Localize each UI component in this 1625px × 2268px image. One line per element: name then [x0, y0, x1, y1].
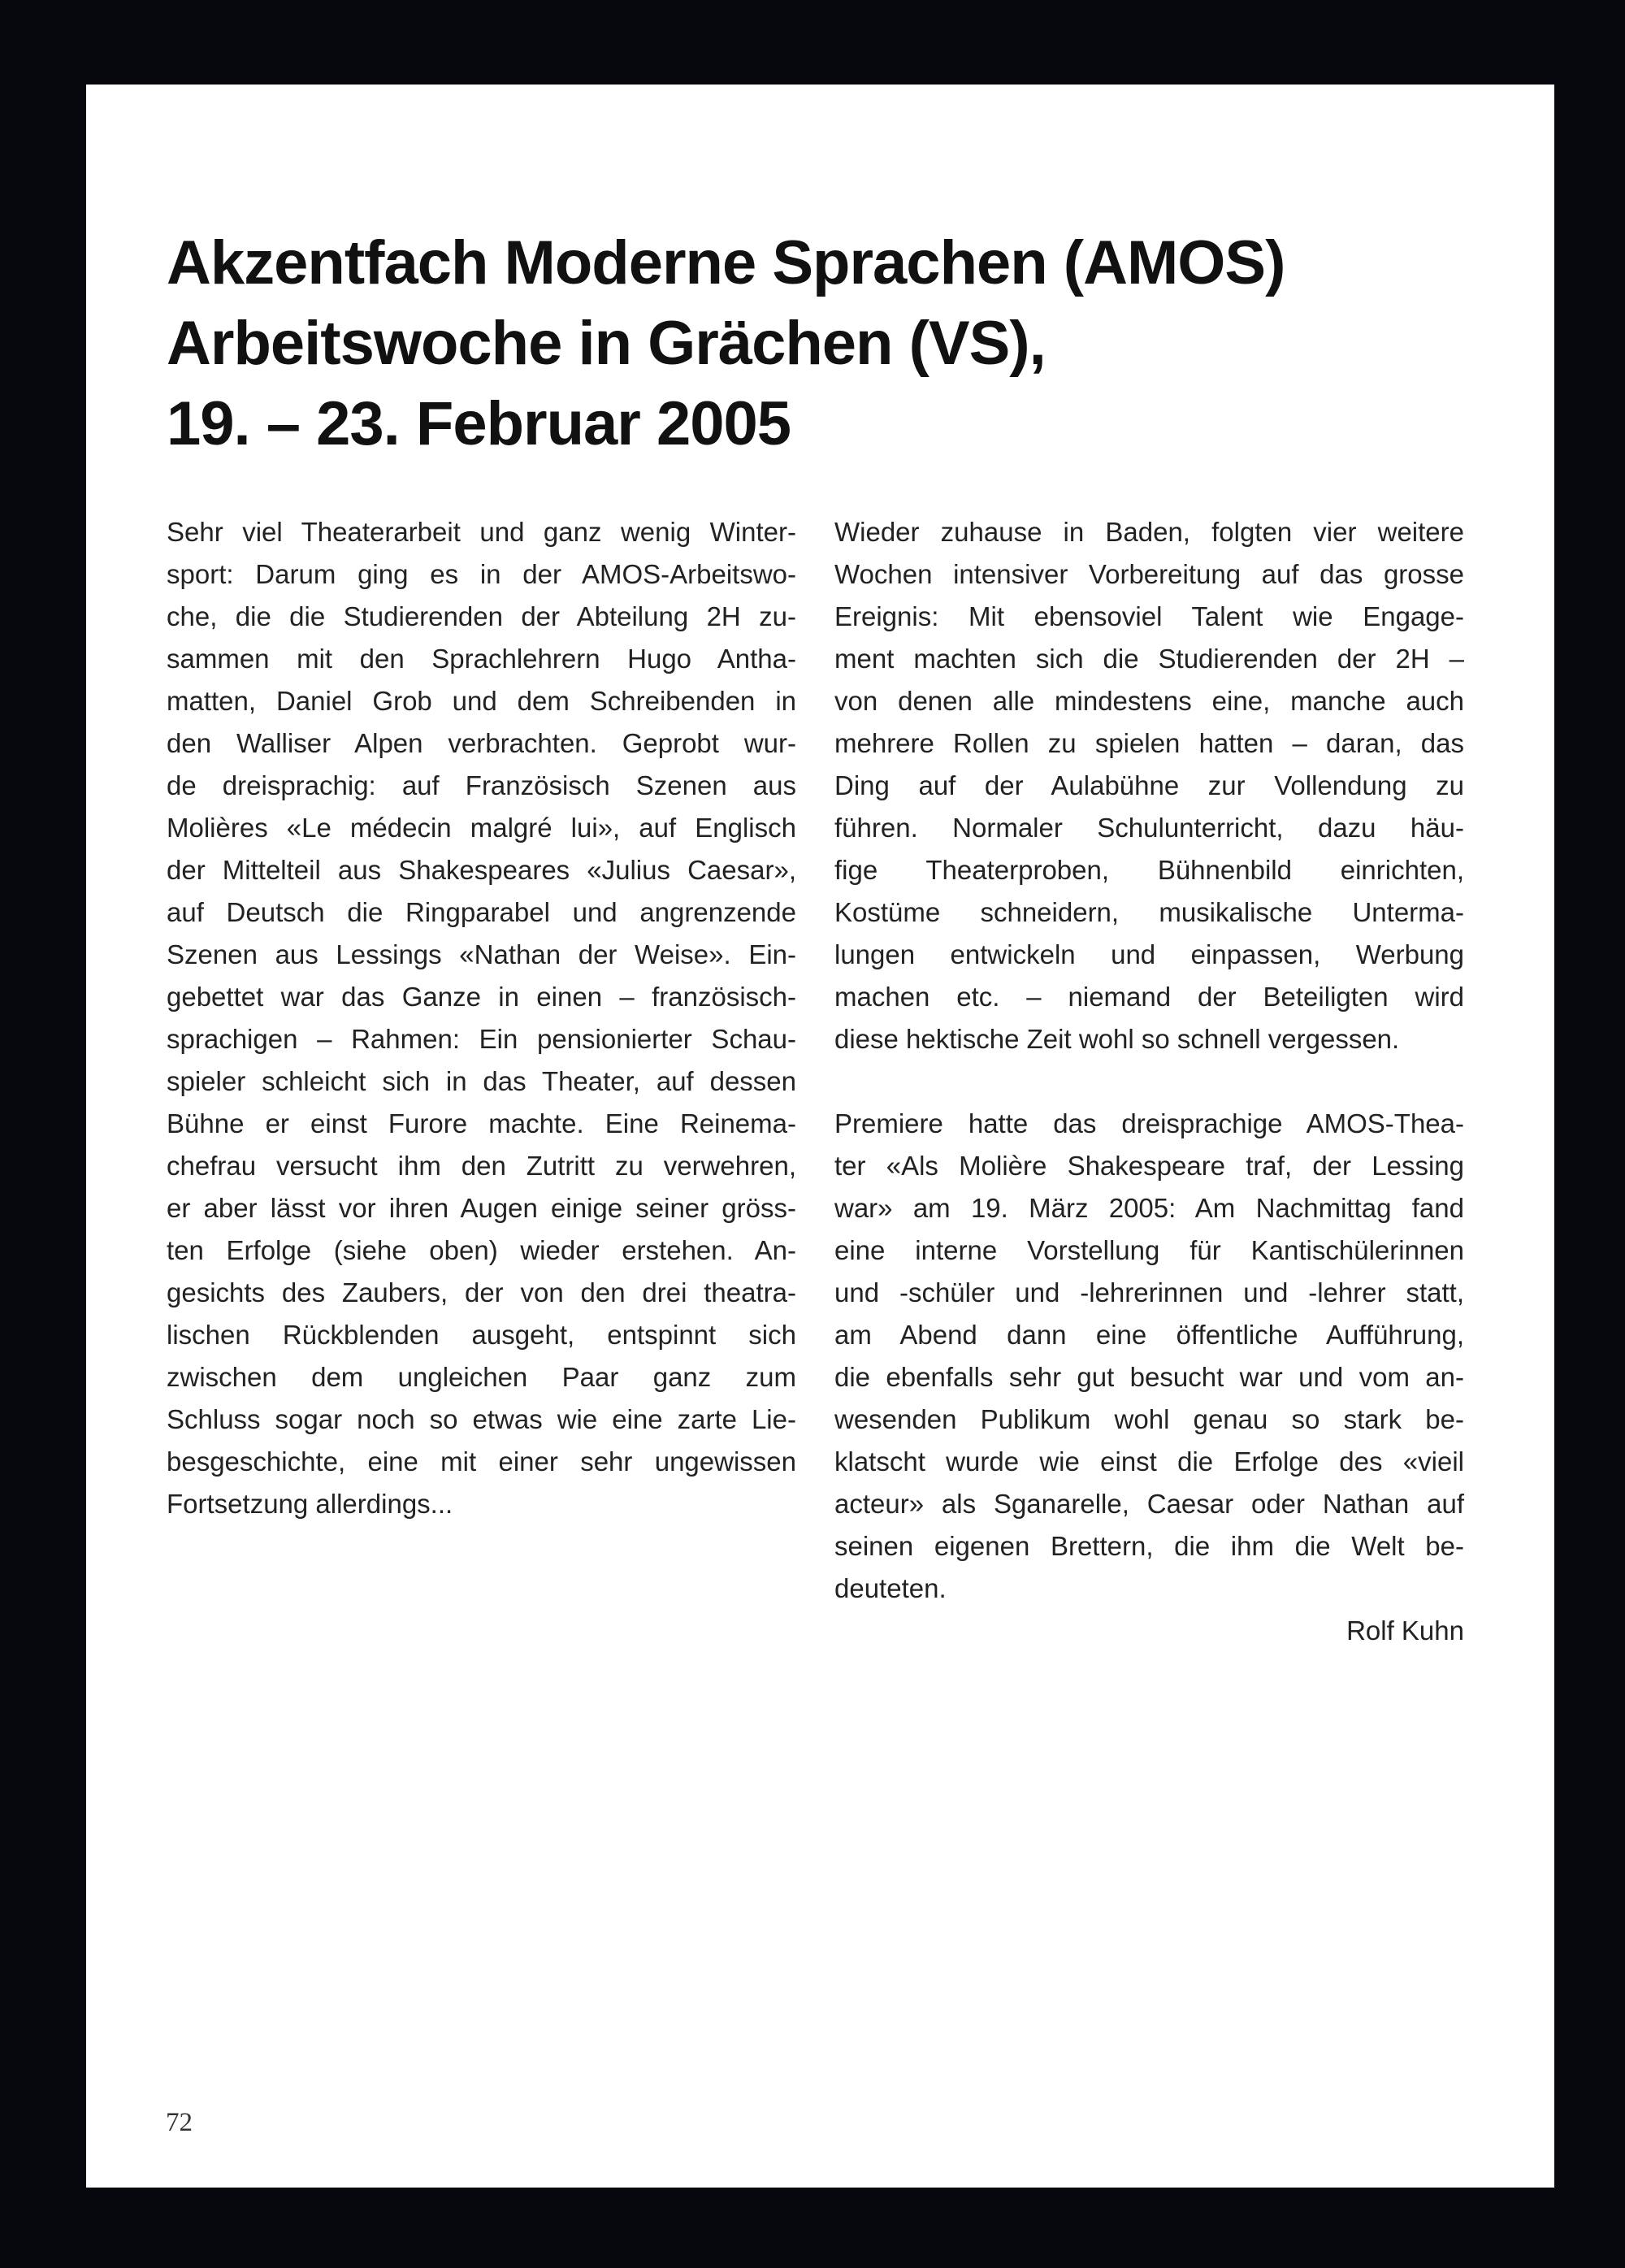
text-line: Schluss sogar noch so etwas wie eine zarte Lie-: [167, 1404, 796, 1434]
text-line: Ereignis: Mit ebensoviel Talent wie Engage-: [834, 601, 1464, 631]
text-line: lungen entwickeln und einpassen, Werbung: [834, 939, 1464, 969]
text-line: führen. Normaler Schulunterricht, dazu häu-: [834, 813, 1464, 843]
text-line: wesenden Publikum wohl genau so stark be-: [834, 1404, 1464, 1434]
text-line: Szenen aus Lessings «Nathan der Weise». Ein-: [167, 939, 796, 969]
text-line: Wieder zuhause in Baden, folgten vier weitere: [834, 517, 1464, 547]
text-line: matten, Daniel Grob und dem Schreibenden in: [167, 686, 796, 716]
title-line: Akzentfach Moderne Sprachen (AMOS): [167, 228, 1285, 297]
text-line: Wochen intensiver Vorbereitung auf das grosse: [834, 559, 1464, 589]
text-line: Ding auf der Aulabühne zur Vollendung zu: [834, 770, 1464, 800]
text-line: sport: Darum ging es in der AMOS-Arbeitswo-: [167, 559, 796, 589]
text-line: fige Theaterproben, Bühnenbild einrichten,: [834, 855, 1464, 885]
text-line: Sehr viel Theaterarbeit und ganz wenig Winter-: [167, 517, 796, 547]
text-line: diese hektische Zeit wohl so schnell vergessen.: [834, 1024, 1400, 1054]
text-line: war» am 19. März 2005: Am Nachmittag fand: [834, 1193, 1464, 1223]
text-line: klatscht wurde wie einst die Erfolge des «vieil: [834, 1446, 1464, 1477]
text-line: besgeschichte, eine mit einer sehr ungewissen: [167, 1446, 796, 1477]
text-line: ter «Als Molière Shakespeare traf, der Lessing: [834, 1151, 1464, 1181]
text-line: gesichts des Zaubers, der von den drei theatra-: [167, 1277, 796, 1307]
text-line: Fortsetzung allerdings...: [167, 1489, 453, 1519]
left-column: [167, 511, 796, 1525]
text-line: de dreisprachig: auf Französisch Szenen aus: [167, 770, 796, 800]
text-line: sprachigen – Rahmen: Ein pensionierter Schau-: [167, 1024, 796, 1054]
text-line: Bühne er einst Furore machte. Eine Reinema-: [167, 1108, 796, 1138]
text-line: Premiere hatte das dreisprachige AMOS-Thea-: [834, 1108, 1464, 1138]
text-line: che, die die Studierenden der Abteilung 2H zu-: [167, 601, 796, 631]
text-line: eine interne Vorstellung für Kantischülerinnen: [834, 1235, 1464, 1265]
text-line: mehrere Rollen zu spielen hatten – daran, das: [834, 728, 1464, 758]
right-column: [834, 511, 1464, 1652]
title-line: Arbeitswoche in Grächen (VS),: [167, 309, 1046, 378]
text-line: der Mittelteil aus Shakespeares «Julius Caesar»,: [167, 855, 796, 885]
paragraph-gap: [834, 1060, 1464, 1103]
text-line: den Walliser Alpen verbrachten. Geprobt wur-: [167, 728, 796, 758]
text-line: seinen eigenen Brettern, die ihm die Welt be-: [834, 1531, 1464, 1561]
text-line: ten Erfolge (siehe oben) wieder erstehen. An-: [167, 1235, 796, 1265]
text-line: chefrau versucht ihm den Zutritt zu verwehren,: [167, 1151, 796, 1181]
text-line: die ebenfalls sehr gut besucht war und vom an-: [834, 1362, 1464, 1392]
article-title: [167, 223, 1507, 464]
text-line: machen etc. – niemand der Beteiligten wird: [834, 982, 1464, 1012]
text-line: zwischen dem ungleichen Paar ganz zum: [167, 1362, 796, 1392]
text-line: von denen alle mindestens eine, manche auch: [834, 686, 1464, 716]
page-number: 72: [166, 2108, 193, 2137]
title-line: 19. – 23. Februar 2005: [167, 389, 791, 458]
text-line: lischen Rückblenden ausgeht, entspinnt sich: [167, 1320, 796, 1350]
paragraph: [834, 511, 1464, 1060]
text-line: Kostüme schneidern, musikalische Unterma-: [834, 897, 1464, 927]
text-line: auf Deutsch die Ringparabel und angrenzende: [167, 897, 796, 927]
paragraph: [834, 1103, 1464, 1610]
text-line: Molières «Le médecin malgré lui», auf Englisch: [167, 813, 796, 843]
text-line: sammen mit den Sprachlehrern Hugo Antha-: [167, 644, 796, 674]
text-line: er aber lässt vor ihren Augen einige seiner gröss-: [167, 1193, 796, 1223]
text-line: deuteten.: [834, 1573, 947, 1603]
text-line: spieler schleicht sich in das Theater, auf dessen: [167, 1066, 796, 1096]
document-page: [86, 85, 1554, 2188]
text-line: und -schüler und -lehrerinnen und -lehrer statt,: [834, 1277, 1464, 1307]
text-line: acteur» als Sganarelle, Caesar oder Nathan auf: [834, 1489, 1464, 1519]
text-line: am Abend dann eine öffentliche Aufführung,: [834, 1320, 1464, 1350]
text-line: ment machten sich die Studierenden der 2H –: [834, 644, 1464, 674]
author-signature: Rolf Kuhn: [1346, 1615, 1464, 1646]
text-line: gebettet war das Ganze in einen – französisch-: [167, 982, 796, 1012]
